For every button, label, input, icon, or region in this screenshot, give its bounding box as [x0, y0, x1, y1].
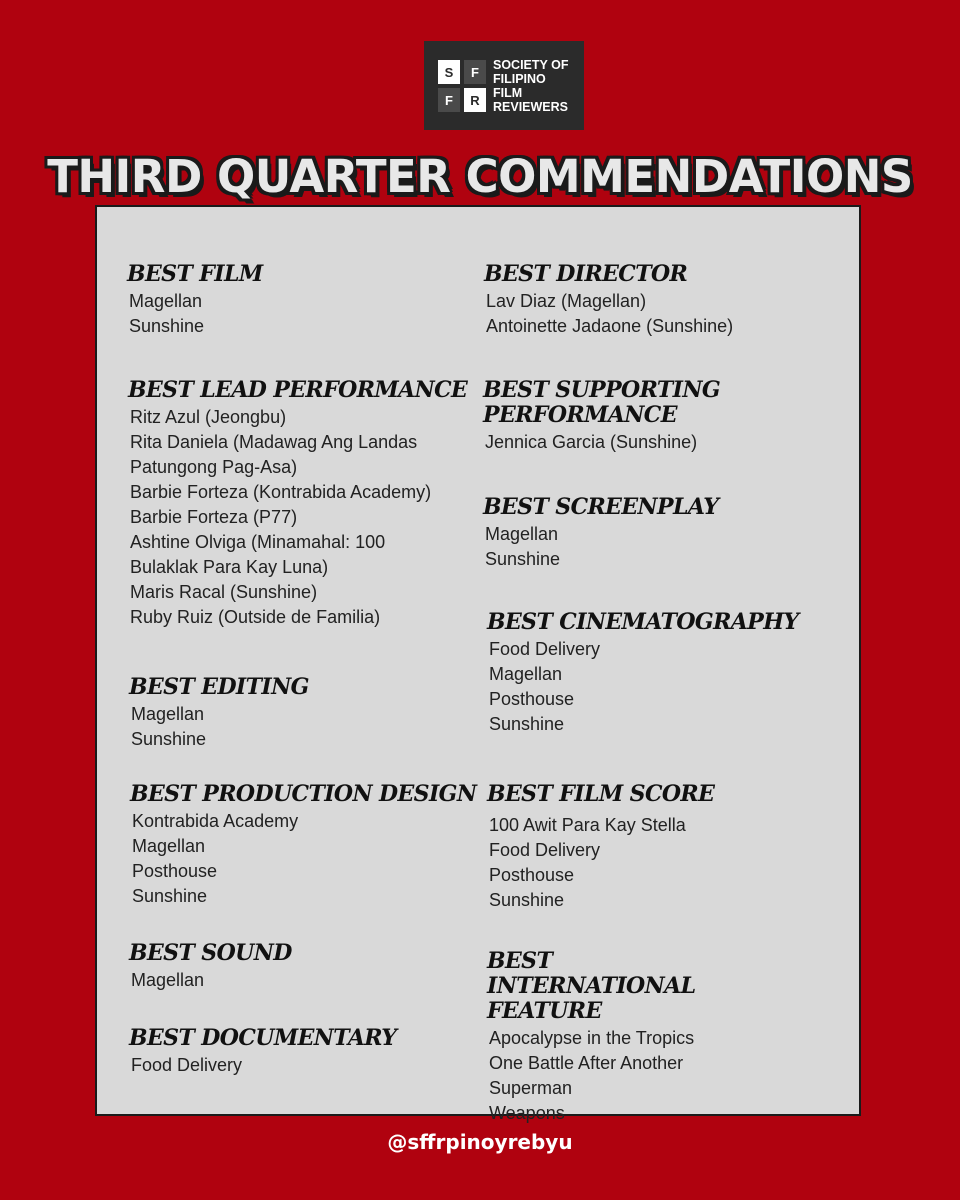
category-title: BEST SUPPORTING PERFORMANCE: [483, 377, 721, 428]
entry-item: Sunshine: [489, 890, 565, 910]
category-best-film-score: [489, 782, 829, 913]
sffr-logo: [424, 41, 584, 130]
entry-item: 100 Awit Para Kay Stella: [489, 815, 686, 835]
logo-letter: F: [464, 60, 486, 84]
category-best-documentary: [131, 1026, 476, 1078]
entry-item: Sunshine: [129, 316, 205, 336]
category-best-cinematography: [489, 610, 829, 737]
entry-list: [489, 637, 829, 737]
entry-item: One Battle After Another: [489, 1053, 684, 1073]
entry-item: Superman: [489, 1078, 573, 1098]
category-title: BEST SCREENPLAY: [483, 494, 719, 520]
category-title: BEST CINEMATOGRAPHY: [487, 609, 799, 635]
entry-list: [132, 809, 477, 909]
social-handle: @sffrpinoyrebyu: [387, 1130, 573, 1154]
page-title: THIRD QUARTER COMMENDATIONS: [47, 150, 913, 203]
entry-item: Rita Daniela (Madawag Ang Landas: [130, 432, 418, 452]
entry-item: Sunshine: [131, 729, 207, 749]
entry-item: Magellan: [131, 704, 205, 724]
entry-item: Food Delivery: [131, 1055, 243, 1075]
category-title: BEST FILM: [127, 261, 263, 287]
entry-item: Lav Diaz (Magellan): [486, 291, 647, 311]
category-title: BEST PRODUCTION DESIGN: [130, 781, 477, 807]
logo-text-line: FILIPINO: [493, 72, 546, 86]
entry-item: Ashtine Olviga (Minamahal: 100: [130, 532, 386, 552]
entry-list: [131, 1053, 476, 1078]
category-best-film: [129, 262, 474, 339]
entry-list: [130, 405, 475, 630]
category-title: BEST LEAD PERFORMANCE: [128, 377, 468, 403]
logo-text-line: SOCIETY OF: [493, 58, 569, 72]
category-best-screenplay: [485, 495, 825, 572]
entry-item: Apocalypse in the Tropics: [489, 1028, 695, 1048]
category-best-director: [486, 262, 826, 339]
entry-item: Barbie Forteza (P77): [130, 507, 298, 527]
entry-item: Sunshine: [485, 549, 561, 569]
entry-item: Ruby Ruiz (Outside de Familia): [130, 607, 381, 627]
entry-item: Bulaklak Para Kay Luna): [130, 557, 329, 577]
entry-item: Maris Racal (Sunshine): [130, 582, 318, 602]
entry-list: [485, 522, 825, 572]
category-title: BEST EDITING: [129, 674, 309, 700]
logo-letter: R: [464, 88, 486, 112]
logo-letter: S: [438, 60, 460, 84]
entry-item: Food Delivery: [489, 840, 601, 860]
entry-item: Kontrabida Academy: [132, 811, 299, 831]
entry-item: Food Delivery: [489, 639, 601, 659]
entry-item: Antoinette Jadaone (Sunshine): [486, 316, 734, 336]
category-title: BEST FILM SCORE: [487, 781, 715, 807]
category-title: BEST SOUND: [129, 940, 292, 966]
entry-item: Sunshine: [132, 886, 208, 906]
entry-item: Jennica Garcia (Sunshine): [485, 432, 698, 452]
category-best-sound: [131, 941, 476, 993]
entry-list: [489, 813, 829, 913]
entry-item: Barbie Forteza (Kontrabida Academy): [130, 482, 432, 502]
entry-item: Ritz Azul (Jeongbu): [130, 407, 287, 427]
category-title: BEST DIRECTOR: [484, 261, 688, 287]
entry-list: [131, 968, 476, 993]
logo-wordmark: [493, 58, 581, 114]
entry-item: Magellan: [129, 291, 203, 311]
entry-item: Sunshine: [489, 714, 565, 734]
entry-item: Posthouse: [489, 689, 575, 709]
entry-list: [129, 289, 474, 339]
category-best-lead-performance: [130, 378, 475, 630]
logo-text-line: REVIEWERS: [493, 100, 569, 114]
category-title: BEST INTERNATIONAL FEATURE: [487, 948, 696, 1024]
entry-list: [131, 702, 476, 752]
category-best-international-feature: [489, 949, 749, 1126]
category-best-production-design: [132, 782, 477, 909]
category-best-supporting-performance: [485, 378, 735, 455]
entry-list: [486, 289, 826, 339]
logo-monogram: [438, 60, 486, 112]
category-best-editing: [131, 675, 476, 752]
commendations-panel: [95, 205, 861, 1123]
logo-text-line: FILM: [493, 86, 523, 100]
entry-list: [485, 430, 735, 455]
entry-item: Magellan: [489, 664, 563, 684]
entry-item: Magellan: [131, 970, 205, 990]
category-title: BEST DOCUMENTARY: [129, 1025, 397, 1051]
entry-item: Weapons: [489, 1103, 565, 1123]
entry-list: [489, 1026, 749, 1126]
entry-item: Posthouse: [489, 865, 575, 885]
entry-item: Posthouse: [132, 861, 218, 881]
entry-item: Magellan: [132, 836, 206, 856]
logo-letter: F: [438, 88, 460, 112]
entry-item: Patungong Pag-Asa): [130, 457, 298, 477]
entry-item: Magellan: [485, 524, 559, 544]
